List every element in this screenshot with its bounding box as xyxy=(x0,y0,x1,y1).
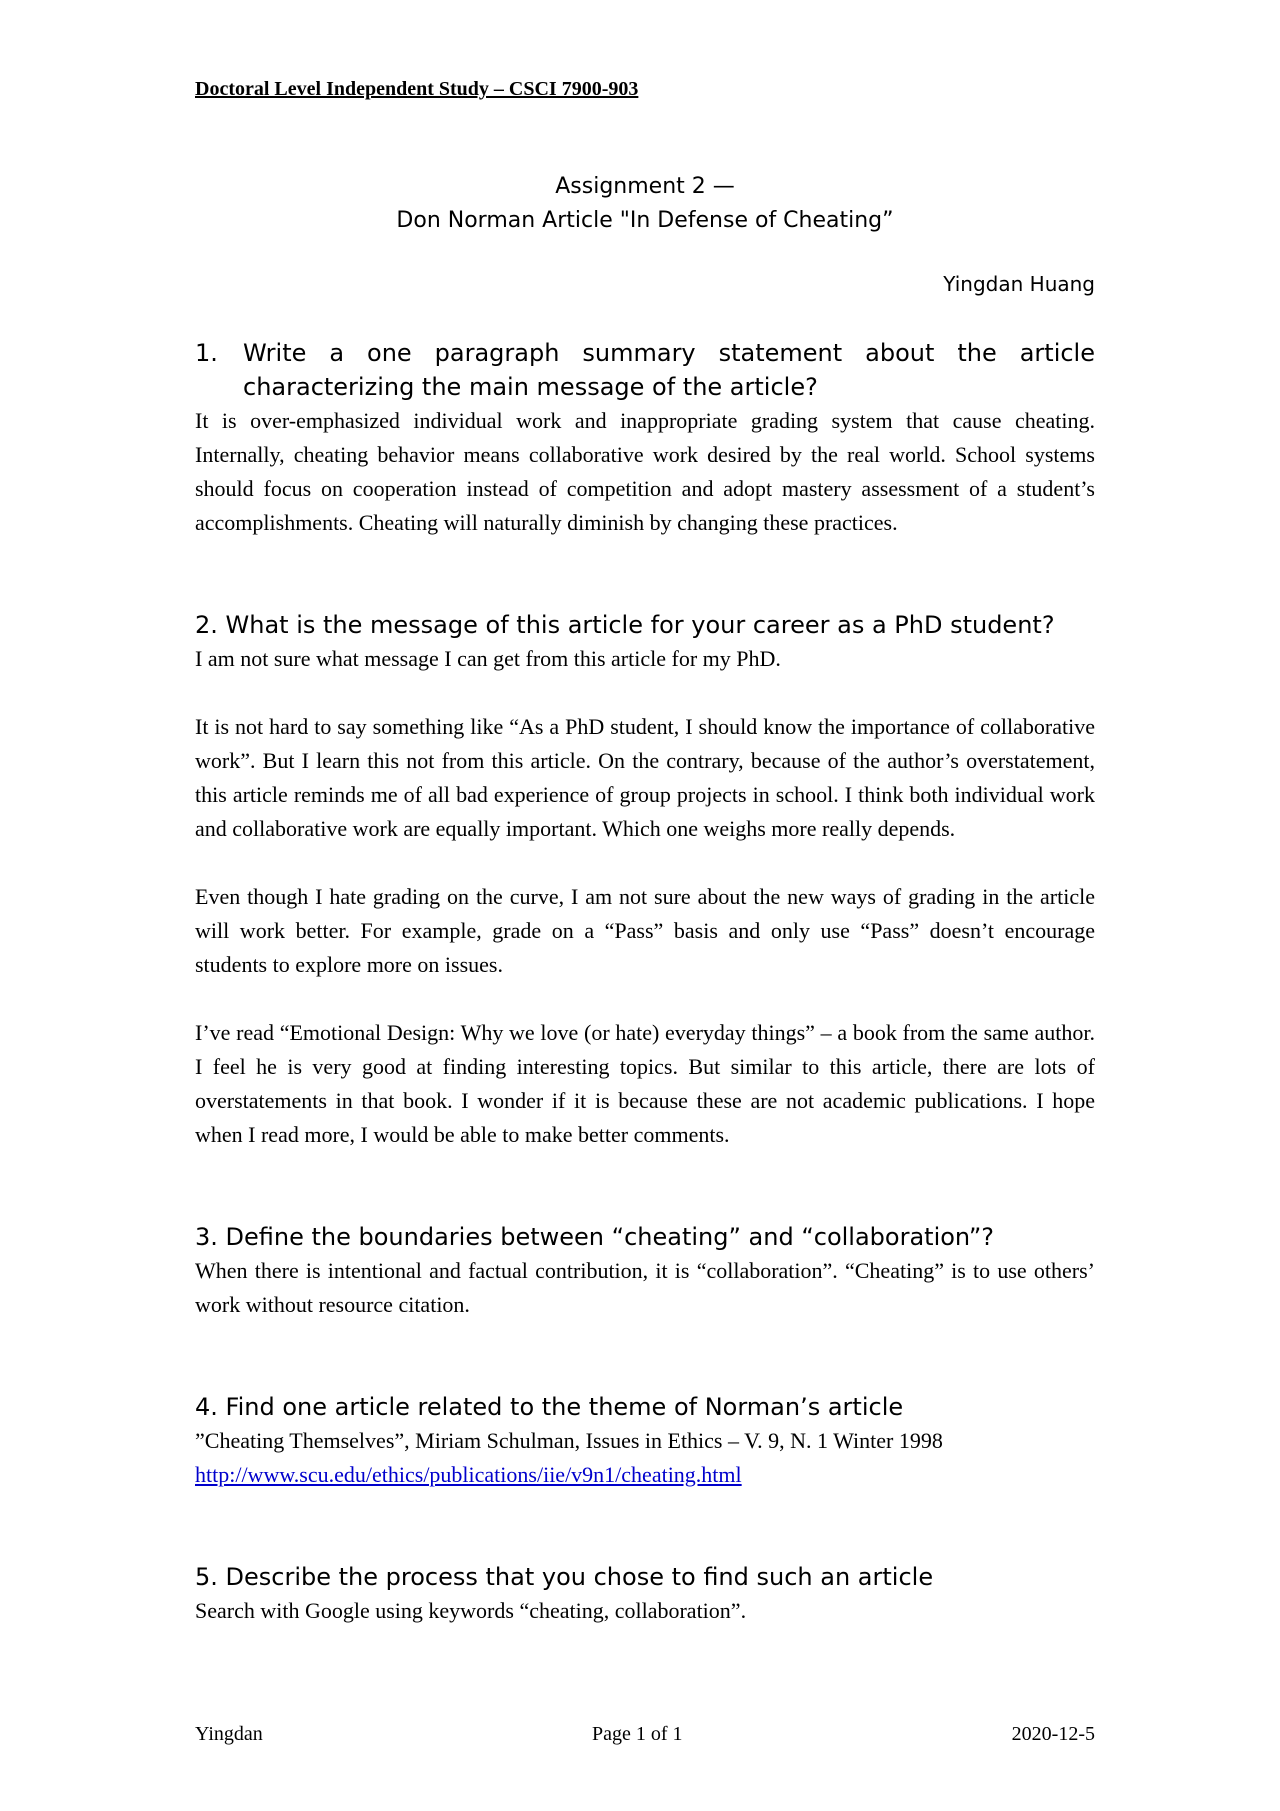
answer-2-paragraph-3: Even though I hate grading on the curve, I am not sure about the new ways of grading in the article will work better. For example, grade on a “Pass” basis and only use “Pass” doesn’t encourage students to explore more on issues. xyxy=(195,884,1095,977)
document-body xyxy=(195,336,1095,1628)
article-link[interactable]: http://www.scu.edu/ethics/publications/iie/v9n1/cheating.html xyxy=(195,1462,742,1487)
question-5-heading: 5. Describe the process that you chose to find such an article xyxy=(195,1563,934,1591)
answer-5-paragraph: Search with Google using keywords “cheating, collaboration”. xyxy=(195,1598,747,1623)
answer-2-paragraph-2: It is not hard to say something like “As a PhD student, I should know the importance of collaborative work”. But I learn this not from this article. On the contrary, because of the author’s overstatement, this article reminds me of all bad experience of group projects in school. I think both individual work and collaborative work are equally important. Which one weighs more really depends. xyxy=(195,714,1095,841)
footer-left: Yingdan xyxy=(195,1723,263,1745)
answer-3-paragraph: When there is intentional and factual contribution, it is “collaboration”. “Cheating” is to use others’ work without resource citation. xyxy=(195,1258,1095,1317)
question-1-heading-line-2: characterizing the main message of the article? xyxy=(243,373,818,401)
answer-2-paragraph-4: I’ve read “Emotional Design: Why we love (or hate) everyday things” – a book from the same author. I feel he is very good at finding interesting topics. But similar to this article, there are lots of overstatements in that book. I wonder if it is because these are not academic publications. I hope when I read more, I would be able to make better comments. xyxy=(195,1020,1095,1147)
question-1-number: 1. xyxy=(195,339,218,367)
answer-2-paragraph-1: I am not sure what message I can get from this article for my PhD. xyxy=(195,646,781,671)
footer-page-number: Page 1 of 1 xyxy=(591,1723,683,1745)
question-2-heading: 2. What is the message of this article for your career as a PhD student? xyxy=(195,611,1055,639)
answer-4-citation: ”Cheating Themselves”, Miriam Schulman, Issues in Ethics – V. 9, N. 1 Winter 1998 xyxy=(195,1428,943,1453)
footer-date: 2020-12-5 xyxy=(1011,1723,1095,1745)
answer-1-paragraph: It is over-emphasized individual work and inappropriate grading system that cause cheating. Internally, cheating behavior means collaborative work desired by the real world. School systems should focus on cooperation instead of competition and adopt mastery assessment of a student’s accomplishments. Cheating will naturally diminish by changing these practices. xyxy=(195,408,1095,535)
title-line-2: Don Norman Article "In Defense of Cheating” xyxy=(396,208,894,233)
question-1-heading-line-1: Write a one paragraph summary statement about the article xyxy=(243,339,1095,367)
question-4-heading: 4. Find one article related to the theme of Norman’s article xyxy=(195,1393,904,1421)
page-footer xyxy=(195,1723,1095,1746)
question-3-heading: 3. Define the boundaries between “cheating” and “collaboration”? xyxy=(195,1223,994,1251)
course-header: Doctoral Level Independent Study – CSCI 7900-903 xyxy=(195,78,639,100)
author-name: Yingdan Huang xyxy=(943,272,1095,296)
question-1-heading xyxy=(195,336,1095,404)
document-title xyxy=(195,170,1095,238)
title-line-1: Assignment 2 — xyxy=(555,174,735,199)
